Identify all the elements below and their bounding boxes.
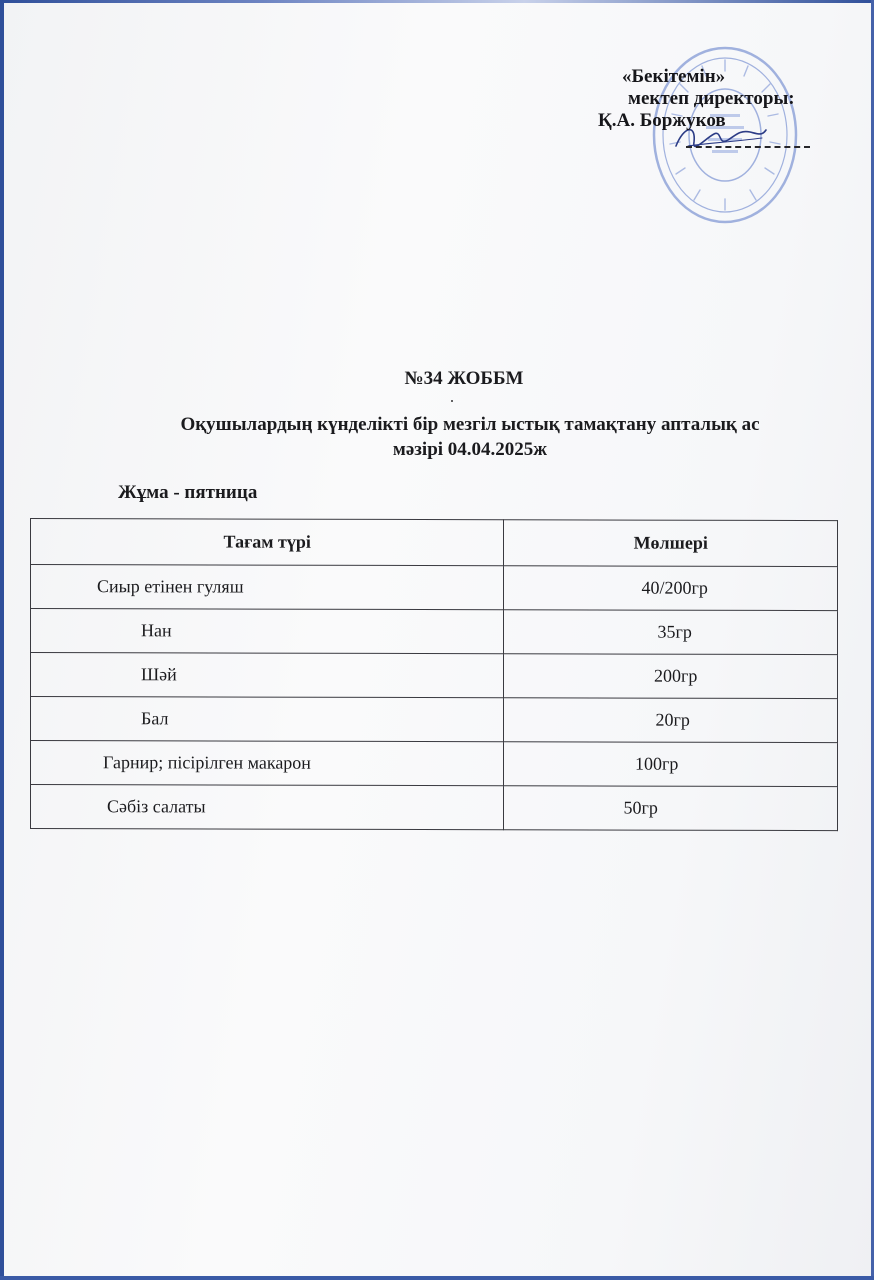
dish-name: Сиыр етінен гуляш [31,565,504,610]
document-title-line-2: мәзірі 04.04.2025ж [392,439,548,460]
day-label: Жұма - пятница [118,482,258,503]
dish-quantity: 50гр [504,786,838,831]
table-row [31,565,838,611]
table-row [31,785,838,831]
document-title [100,412,840,462]
dish-name: Бал [31,697,504,742]
approval-title: «Бекітемін» [622,66,726,87]
scan-edge-bottom [0,1276,874,1280]
dish-name: Гарнир; пісірілген макарон [31,741,504,786]
table-row [31,609,838,655]
header-dish-type: Тағам түрі [31,519,504,566]
dish-quantity: 40/200гр [504,566,838,611]
menu-table-header [31,519,838,567]
scan-edge-top [0,0,874,3]
school-name: №34 ЖОББМ [404,368,524,389]
document-title-line-1: Оқушылардың күнделікті бір мезгіл ыстық тамақтану апталық ас [180,414,760,435]
signature-line [686,146,810,148]
header-quantity: Мөлшері [504,520,838,567]
approval-role: мектеп директоры: [628,88,795,109]
dish-name: Нан [31,609,504,654]
director-name: Қ.А. Боржуков [598,110,726,131]
ink-dot [451,400,453,402]
table-row [31,697,838,743]
dish-quantity: 100гр [504,742,838,787]
dish-quantity: 200гр [504,654,838,699]
menu-table [30,518,838,831]
table-row [31,653,838,699]
dish-name: Шәй [31,653,504,698]
table-row [31,741,838,787]
dish-quantity: 35гр [504,610,838,655]
dish-name: Сәбіз салаты [31,785,504,830]
scan-edge-left [0,0,4,1280]
dish-quantity: 20гр [504,698,838,743]
